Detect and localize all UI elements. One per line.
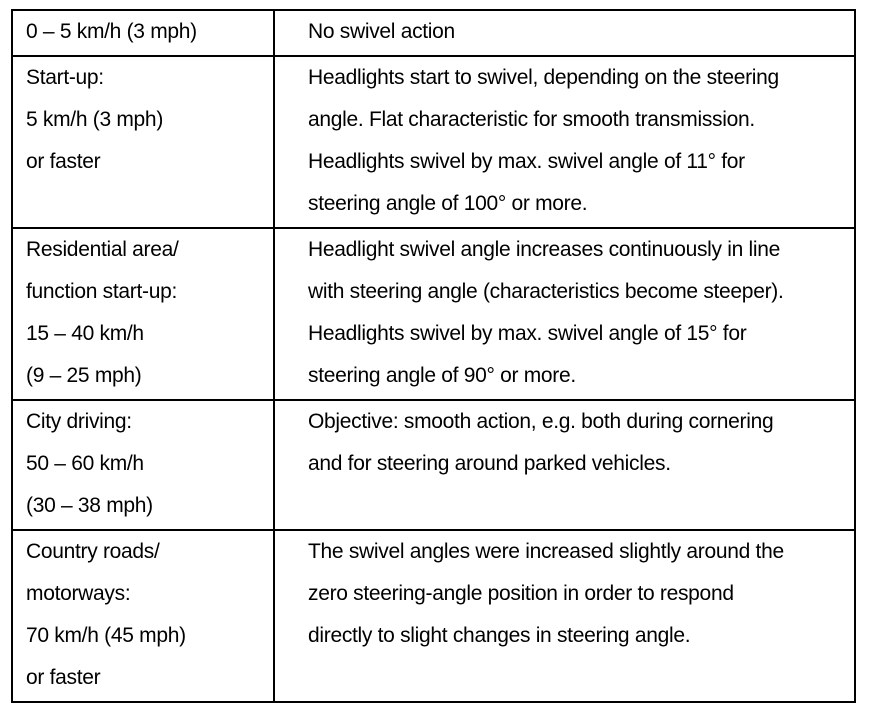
action-line: Headlights start to swivel, depending on the steering: [308, 66, 779, 89]
table-row: [12, 228, 855, 400]
speed-line: 0 – 5 km/h (3 mph): [26, 20, 197, 43]
action-line: No swivel action: [308, 20, 455, 43]
action-line: The swivel angles were increased slightly around the: [308, 540, 784, 563]
speed-line: Start-up:: [26, 66, 104, 89]
action-cell: [274, 228, 855, 400]
table-row: [12, 530, 855, 702]
speed-cell: [12, 530, 274, 702]
speed-line: function start-up:: [26, 280, 178, 303]
speed-line: (30 – 38 mph): [26, 494, 153, 517]
speed-line: City driving:: [26, 410, 132, 433]
speed-cell: [12, 228, 274, 400]
action-line: Headlights swivel by max. swivel angle of 15° for: [308, 322, 747, 345]
action-line: Headlight swivel angle increases continuously in line: [308, 238, 781, 261]
action-line: with steering angle (characteristics become steeper).: [308, 280, 784, 303]
action-cell: [274, 400, 855, 530]
speed-cell: [12, 400, 274, 530]
speed-cell: [12, 56, 274, 228]
action-line: and for steering around parked vehicles.: [308, 452, 671, 475]
speed-line: or faster: [26, 150, 101, 173]
action-cell: [274, 10, 855, 56]
action-cell: [274, 530, 855, 702]
action-line: Objective: smooth action, e.g. both during cornering: [308, 410, 774, 433]
table-row: [12, 10, 855, 56]
speed-line: motorways:: [26, 582, 131, 605]
speed-line: 5 km/h (3 mph): [26, 108, 164, 131]
speed-line: 50 – 60 km/h: [26, 452, 144, 475]
headlight-swivel-table: [11, 9, 856, 703]
action-line: directly to slight changes in steering angle.: [308, 624, 691, 647]
speed-line: 15 – 40 km/h: [26, 322, 144, 345]
table-body: [12, 10, 855, 702]
action-line: steering angle of 90° or more.: [308, 364, 576, 387]
table-row: [12, 400, 855, 530]
action-line: angle. Flat characteristic for smooth transmission.: [308, 108, 755, 131]
action-line: Headlights swivel by max. swivel angle of 11° for: [308, 150, 745, 173]
speed-line: Residential area/: [26, 238, 179, 261]
action-cell: [274, 56, 855, 228]
speed-cell: [12, 10, 274, 56]
speed-line: 70 km/h (45 mph): [26, 624, 186, 647]
action-line: steering angle of 100° or more.: [308, 192, 588, 215]
table-row: [12, 56, 855, 228]
speed-line: Country roads/: [26, 540, 160, 563]
speed-line: (9 – 25 mph): [26, 364, 142, 387]
action-line: zero steering-angle position in order to respond: [308, 582, 734, 605]
speed-line: or faster: [26, 666, 101, 689]
